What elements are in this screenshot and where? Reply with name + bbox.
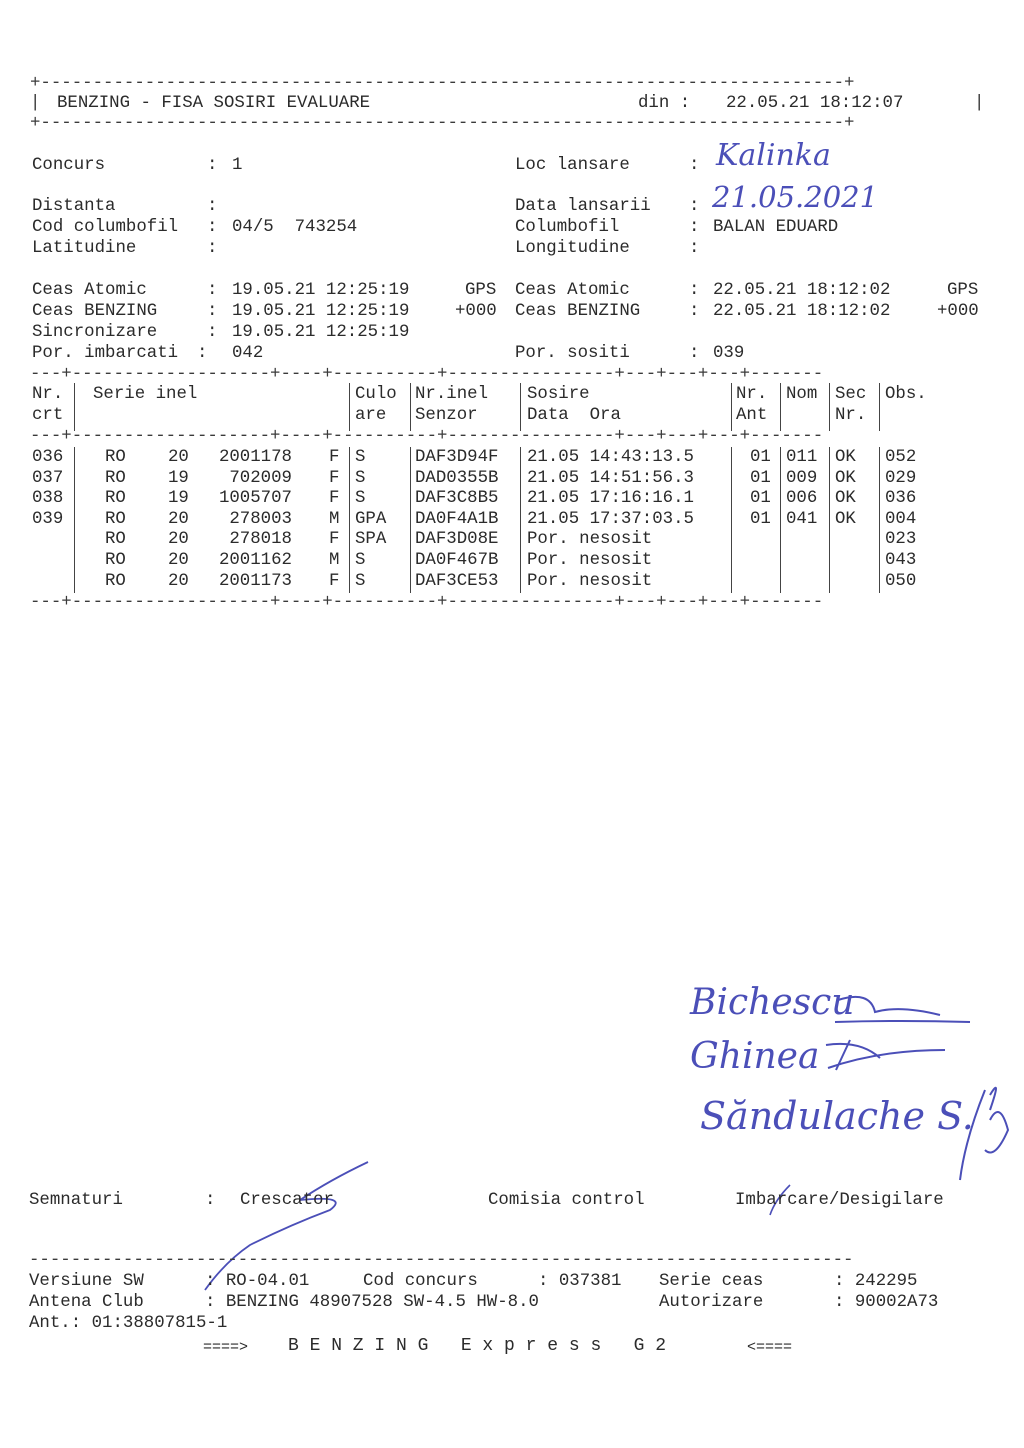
table-cell-ant: 01 (750, 509, 771, 529)
col-line-5-body (731, 447, 732, 593)
footer-antena-label: Antena Club (29, 1293, 144, 1312)
info-columbofil-sep: : (689, 218, 700, 237)
clock-right-benzing-sep: : (689, 302, 700, 321)
table-cell-ring: 278018 (229, 530, 292, 550)
table-cell-arrival: Por. nesosit (527, 571, 653, 591)
table-cell-sensor: DAF3C8B5 (415, 489, 499, 509)
col-line-5 (731, 383, 732, 431)
th-obs: Obs. (885, 385, 927, 404)
table-cell-sensor: DAD0355B (415, 468, 499, 488)
table-cell-obs: 036 (885, 489, 917, 509)
table-cell-nom: 041 (786, 509, 818, 529)
table-cell-year: 20 (168, 530, 189, 550)
info-longitudine-label: Longitudine (515, 239, 630, 258)
table-cell-country: RO (105, 489, 126, 509)
table-cell-year: 19 (168, 489, 189, 509)
header-border-bottom: +-----------------------------------------------------------------------------+ (30, 114, 855, 133)
info-latitudine-sep: : (207, 239, 218, 258)
handwritten-name-3: Săndulache S. (700, 1094, 974, 1138)
table-cell-country: RO (105, 509, 126, 529)
table-cell-arrival: 21.05 17:16:16.1 (527, 489, 694, 509)
info-distanta-label: Distanta (32, 197, 116, 216)
table-cell-color: SPA (355, 530, 387, 550)
info-distanta-sep: : (207, 197, 218, 216)
th-sosire-1: Sosire (527, 385, 590, 404)
table-cell-year: 20 (168, 571, 189, 591)
clock-left-atomic-sep: : (207, 281, 218, 300)
table-cell-sex: M (329, 551, 340, 570)
th-ant-1: Nr. (736, 385, 768, 404)
table-cell-ring: 1005707 (218, 489, 292, 509)
report-title: BENZING - FISA SOSIRI EVALUARE (57, 94, 371, 113)
handwritten-name-1: Bichescu (690, 982, 855, 1023)
info-cod-value: 04/5 743254 (232, 218, 358, 237)
clock-right-atomic-label: Ceas Atomic (515, 281, 630, 300)
info-data-lansarii-label: Data lansarii (515, 197, 651, 216)
clock-right-benzing-value: 22.05.21 18:12:02 (713, 302, 891, 321)
col-line-4 (520, 383, 521, 431)
clock-right-atomic-sep: : (689, 281, 700, 300)
col-line-6-body (780, 447, 781, 593)
table-cell-nom: 011 (786, 448, 818, 467)
table-cell-nr: 036 (32, 448, 64, 467)
col-line-4-body (520, 447, 521, 593)
table-cell-nom: 009 (786, 468, 818, 488)
table-cell-sex: F (329, 468, 340, 488)
table-cell-sec: OK (835, 468, 856, 488)
table-cell-country: RO (105, 468, 126, 488)
table-cell-sex: F (329, 489, 340, 509)
th-sosire-2: Data Ora (527, 406, 621, 425)
handwritten-name-2: Ghinea (690, 1036, 820, 1077)
col-line-7-body (829, 447, 830, 593)
table-cell-country: RO (105, 551, 126, 570)
footer-banner-right: <==== (747, 1339, 793, 1356)
th-culo-2: are (355, 406, 387, 425)
table-cell-year: 20 (168, 551, 189, 570)
table-cell-ring: 702009 (229, 468, 292, 488)
table-cell-sec: OK (835, 489, 856, 509)
header-border-right: | (974, 94, 985, 113)
col-line-6 (780, 383, 781, 431)
col-line-3-body (410, 447, 411, 593)
table-cell-arrival: 21.05 14:43:13.5 (527, 448, 694, 467)
signature-crescator: Crescator (240, 1191, 334, 1210)
table-cell-ant: 01 (750, 489, 771, 509)
th-nom: Nom (786, 385, 818, 404)
table-cell-sec: OK (835, 448, 856, 467)
table-cell-arrival: Por. nesosit (527, 530, 653, 550)
clock-left-sync-sep: : (207, 323, 218, 342)
footer-banner-text: B E N Z I N G E x p r e s s G 2 (288, 1336, 667, 1356)
table-cell-sex: F (329, 571, 340, 591)
footer-autorizare-label: Autorizare (659, 1293, 764, 1312)
footer-serie-label: Serie ceas (659, 1272, 764, 1291)
table-cell-nr: 039 (32, 509, 64, 529)
table-cell-obs: 004 (885, 509, 917, 529)
table-cell-country: RO (105, 530, 126, 550)
table-cell-ant: 01 (750, 468, 771, 488)
clock-left-benzing-value: 19.05.21 12:25:19 (232, 302, 410, 321)
table-cell-country: RO (105, 448, 126, 467)
th-nr-2: crt (32, 406, 64, 425)
report-date-label: din : (638, 94, 691, 113)
report-date-value: 22.05.21 18:12:07 (726, 94, 904, 113)
th-nr-1: Nr. (32, 385, 64, 404)
table-cell-ant: 01 (750, 448, 771, 467)
info-loc-handwritten: Kalinka (716, 138, 831, 173)
col-line-8-body (879, 447, 880, 593)
clock-left-atomic-label: Ceas Atomic (32, 281, 147, 300)
clock-left-imbarcati-sep: : (197, 344, 208, 363)
clock-left-imbarcati-label: Por. imbarcati (32, 344, 179, 363)
th-senzor-2: Senzor (415, 406, 478, 425)
clock-left-sync-value: 19.05.21 12:25:19 (232, 323, 410, 342)
clock-right-sositi-value: 039 (713, 344, 745, 363)
th-serie: Serie inel (93, 385, 198, 404)
info-loc-label: Loc lansare (515, 156, 630, 175)
clock-right-benzing-suffix: +000 (937, 302, 979, 321)
col-line-2 (349, 383, 350, 431)
clock-right-benzing-label: Ceas BENZING (515, 302, 641, 321)
table-cell-ring: 2001173 (218, 571, 292, 591)
footer-antena-value: : BENZING 48907528 SW-4.5 HW-8.0 (205, 1293, 539, 1312)
table-cell-year: 20 (168, 509, 189, 529)
table-border-top: ---+-------------------+----+----------+----------------+---+---+---+------- (30, 365, 824, 384)
signature-imbarcare: Imbarcare/Desigilare (735, 1191, 944, 1210)
col-line-2-body (349, 447, 350, 593)
info-latitudine-label: Latitudine (32, 239, 137, 258)
table-cell-obs: 043 (885, 551, 917, 570)
table-cell-year: 20 (168, 448, 189, 467)
table-cell-obs: 023 (885, 530, 917, 550)
clock-left-benzing-label: Ceas BENZING (32, 302, 158, 321)
clock-left-sync-label: Sincronizare (32, 323, 158, 342)
table-cell-ring: 2001178 (218, 448, 292, 467)
col-line-8 (879, 383, 880, 431)
clock-right-atomic-suffix: GPS (947, 281, 979, 300)
table-cell-color: S (355, 571, 366, 591)
th-culo-1: Culo (355, 385, 397, 404)
col-line-7 (829, 383, 830, 431)
th-ant-2: Ant (736, 406, 768, 425)
table-cell-country: RO (105, 571, 126, 591)
footer-ant-line: Ant.: 01:38807815-1 (29, 1314, 228, 1333)
footer-versiune-label: Versiune SW (29, 1272, 144, 1291)
clock-left-atomic-value: 19.05.21 12:25:19 (232, 281, 410, 300)
table-cell-obs: 050 (885, 571, 917, 591)
info-longitudine-sep: : (689, 239, 700, 258)
header-border-left: | (30, 94, 41, 113)
footer-separator: ------------------------------------------------------------------------------- (29, 1251, 854, 1270)
table-cell-year: 19 (168, 468, 189, 488)
table-cell-arrival: 21.05 17:37:03.5 (527, 509, 694, 529)
info-loc-sep: : (689, 156, 700, 175)
table-border-mid: ---+-------------------+----+----------+----------------+---+---+---+------- (30, 427, 824, 446)
col-line-3 (410, 383, 411, 431)
info-concurs-label: Concurs (32, 156, 106, 175)
signatures-sep: : (205, 1191, 216, 1210)
table-cell-sensor: DA0F4A1B (415, 509, 499, 529)
clock-right-atomic-value: 22.05.21 18:12:02 (713, 281, 891, 300)
info-concurs-value: 1 (232, 156, 243, 175)
table-cell-color: S (355, 468, 366, 488)
th-senzor-1: Nr.inel (415, 385, 489, 404)
signatures-label: Semnaturi (29, 1191, 123, 1210)
footer-serie-value: : 242295 (834, 1272, 918, 1291)
table-cell-nr: 038 (32, 489, 64, 509)
clock-right-sositi-label: Por. sositi (515, 344, 630, 363)
footer-cod-value: : 037381 (538, 1272, 622, 1291)
info-cod-sep: : (207, 218, 218, 237)
table-cell-nr: 037 (32, 468, 64, 488)
table-cell-obs: 052 (885, 448, 917, 467)
table-cell-nom: 006 (786, 489, 818, 509)
header-border-top: +-----------------------------------------------------------------------------+ (30, 74, 855, 93)
table-cell-color: S (355, 551, 366, 570)
table-cell-sex: F (329, 448, 340, 467)
signature-comisia: Comisia control (488, 1191, 645, 1210)
table-border-bottom: ---+-------------------+----+----------+----------------+---+---+---+------- (30, 593, 824, 612)
clock-left-imbarcati-value: 042 (232, 344, 264, 363)
table-cell-sensor: DA0F467B (415, 551, 499, 570)
table-cell-sensor: DAF3D94F (415, 448, 499, 467)
info-columbofil-label: Columbofil (515, 218, 620, 237)
footer-cod-label: Cod concurs (363, 1272, 478, 1291)
footer-autorizare-value: : 90002A73 (834, 1293, 939, 1312)
th-sec-1: Sec (835, 385, 867, 404)
table-cell-sex: M (329, 509, 340, 529)
clock-left-atomic-suffix: GPS (465, 281, 497, 300)
col-line-1-body (74, 447, 75, 593)
info-data-lansarii-sep: : (689, 197, 700, 216)
table-cell-sex: F (329, 530, 340, 550)
table-cell-arrival: 21.05 14:51:56.3 (527, 468, 694, 488)
table-cell-color: S (355, 489, 366, 509)
info-columbofil-value: BALAN EDUARD (713, 218, 839, 237)
table-cell-ring: 2001162 (218, 551, 292, 570)
table-cell-ring: 278003 (229, 509, 292, 529)
table-cell-obs: 029 (885, 468, 917, 488)
table-cell-sec: OK (835, 509, 856, 529)
clock-right-sositi-sep: : (689, 344, 700, 363)
col-line-1 (74, 383, 75, 431)
clock-left-benzing-sep: : (207, 302, 218, 321)
footer-banner-left: ====> (203, 1339, 249, 1356)
info-cod-label: Cod columbofil (32, 218, 179, 237)
clock-left-benzing-suffix: +000 (455, 302, 497, 321)
table-cell-arrival: Por. nesosit (527, 551, 653, 570)
table-cell-color: S (355, 448, 366, 467)
table-cell-sensor: DAF3CE53 (415, 571, 499, 591)
info-data-lansarii-handwritten: 21.05.2021 (712, 180, 879, 214)
table-cell-sensor: DAF3D08E (415, 530, 499, 550)
info-concurs-sep: : (207, 156, 218, 175)
footer-versiune-value: : RO-04.01 (205, 1272, 310, 1291)
table-cell-color: GPA (355, 509, 387, 529)
th-sec-2: Nr. (835, 406, 867, 425)
